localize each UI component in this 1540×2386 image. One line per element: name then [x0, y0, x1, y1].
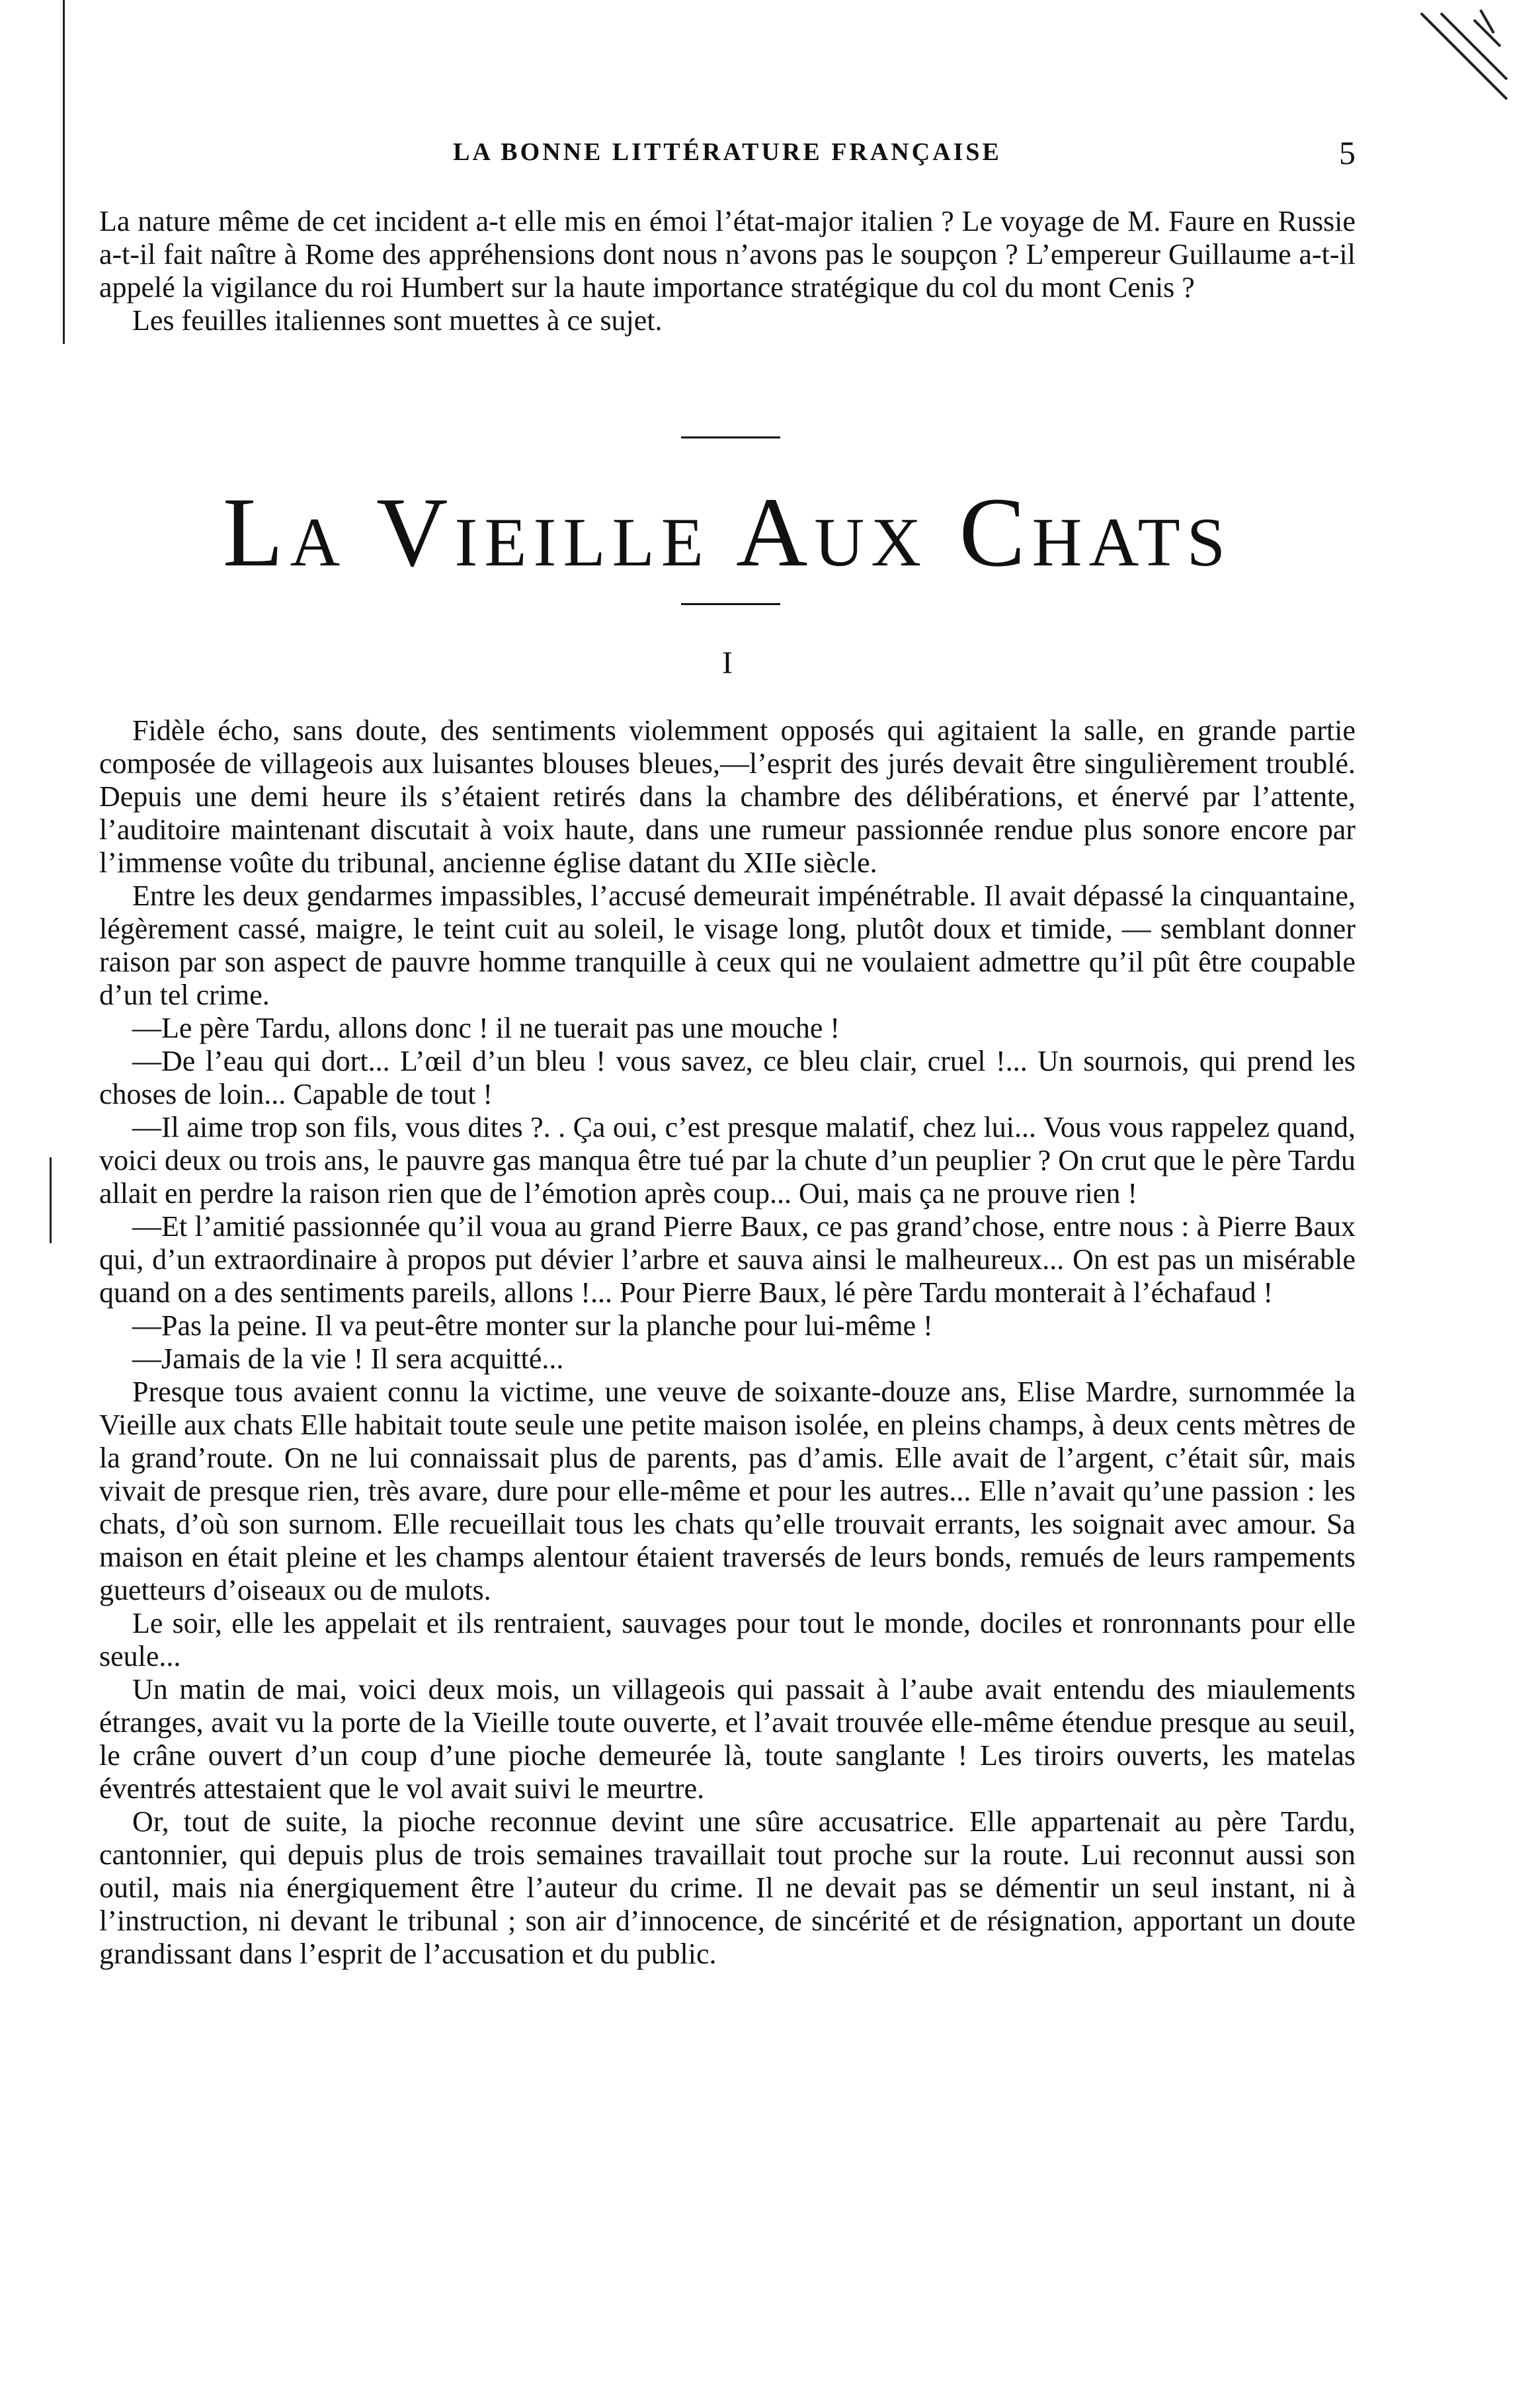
corner-scan-mark — [1414, 7, 1514, 106]
paragraph: Presque tous avaient connu la victime, une veuve de soixante-douze ans, Elise Mardre, surnommée la Vieille aux chats Elle habitait toute seule une petite maison isolée, en pleins champs, à deux cents mètres de la grand’route. On ne lui connaissait plus de parents, pas d’amis. Elle avait de l’argent, c’était sûr, mais vivait de presque rien, très avare, dure pour elle-même et pour les autres... Elle n’avait qu’une passion : les chats, d’où son surnom. Elle recueillait tous les chats qu’elle trouvait errants, les soignait avec amour. Sa maison en était pleine et les champs alentour étaient traversés de leurs bonds, remués de leurs rampements guetteurs d’oiseaux ou de mulots. — [99, 1376, 1356, 1606]
intro-text — [99, 205, 1356, 337]
dialogue-line: —Jamais de la vie ! Il sera acquitté... — [132, 1342, 564, 1375]
intro-paragraph: Les feuilles italiennes sont muettes à ce sujet. — [132, 304, 663, 337]
paragraph: Le soir, elle les appelait et ils rentraient, sauvages pour tout le monde, dociles et ronronnants pour elle seule... — [99, 1607, 1356, 1672]
dialogue-line: —Pas la peine. Il va peut-être monter sur la planche pour lui-même ! — [132, 1309, 933, 1342]
chapter-number: I — [722, 645, 733, 680]
margin-scan-mark — [63, 0, 65, 344]
story-body — [99, 714, 1356, 1971]
page-number: 5 — [1339, 134, 1356, 171]
paragraph: Fidèle écho, sans doute, des sentiments violemment opposés qui agitaient la salle, en grande partie composée de villageois aux luisantes blouses bleues,—l’esprit des jurés devait être singulièrement troublé. Depuis une demi heure ils s’étaient retirés dans la chambre des délibérations, et énervé par l’attente, l’auditoire maintenant discutait à voix haute, dans une rumeur passionnée rendue plus sonore encore par l’immense voûte du tribunal, ancienne église datant du XIIe siècle. — [99, 714, 1356, 879]
title-rule-bottom — [681, 603, 780, 605]
story-title: La Vieille Aux Chats — [222, 477, 1233, 587]
dialogue-line: —Il aime trop son fils, vous dites ?. . Ça oui, c’est presque malatif, chez lui... Vous vous rappelez quand, voici deux ou trois ans, le pauvre gas manqua être tué par la chute d’un peuplier ? On crut que le père Tardu allait en perdre la raison rien que de l’émotion après coup... Oui, mais ça ne prouve rien ! — [99, 1111, 1356, 1210]
paragraph: Entre les deux gendarmes impassibles, l’accusé demeurait impénétrable. Il avait dépassé la cinquantaine, légèrement cassé, maigre, le teint cuit au soleil, le visage long, plutôt doux et timide, — semblant donner raison par son aspect de pauvre homme tranquille à ceux qui ne voulaient admettre qu’il pût être coupable d’un tel crime. — [99, 880, 1356, 1011]
running-title: LA BONNE LITTÉRATURE FRANÇAISE — [453, 138, 1002, 166]
paragraph: Or, tout de suite, la pioche reconnue devint une sûre accusatrice. Elle appartenait au père Tardu, cantonnier, qui depuis plus de trois semaines travaillait tout proche sur la route. Lui reconnut aussi son outil, mais nia énergiquement être l’auteur du crime. Il ne devait pas se démentir un seul instant, ni à l’instruction, ni devant le tribunal ; son air d’innocence, de sincérité et de résignation, apportant un doute grandissant dans l’esprit de l’accusation et du public. — [99, 1805, 1356, 1970]
paragraph: Un matin de mai, voici deux mois, un villageois qui passait à l’aube avait entendu des miaulements étranges, avait vu la porte de la Vieille toute ouverte, et l’avait trouvée elle-même étendue presque au seuil, le crâne ouvert d’un coup d’une pioche demeurée là, toute sanglante ! Les tiroirs ouverts, les matelas éventrés attestaient que le vol avait suivi le meurtre. — [99, 1673, 1356, 1805]
intro-paragraph: La nature même de cet incident a-t elle mis en émoi l’état-major italien ? Le voyage de M. Faure en Russie a-t-il fait naître à Rome des appréhensions dont nous n’avons pas le soupçon ? L’empereur Guillaume a-t-il appelé la vigilance du roi Humbert sur la haute importance stratégique du col du mont Cenis ? — [99, 205, 1356, 304]
title-rule-top — [681, 436, 780, 438]
dialogue-line: —Et l’amitié passionnée qu’il voua au grand Pierre Baux, ce pas grand’chose, entre nous : à Pierre Baux qui, d’un extraordinaire à propos put dévier l’arbre et sauva ainsi le malheureux... On est pas un misérable quand on a des sentiments pareils, allons !... Pour Pierre Baux, lé père Tardu monterait à l’échafaud ! — [99, 1210, 1356, 1309]
running-head — [99, 134, 1356, 177]
dialogue-line: —De l’eau qui dort... L’œil d’un bleu ! vous savez, ce bleu clair, cruel !... Un sournois, qui prend les choses de loin... Capable de tout ! — [99, 1045, 1356, 1110]
dialogue-line: —Le père Tardu, allons donc ! il ne tuerait pas une mouche ! — [132, 1012, 840, 1044]
margin-scan-mark — [50, 1157, 52, 1243]
